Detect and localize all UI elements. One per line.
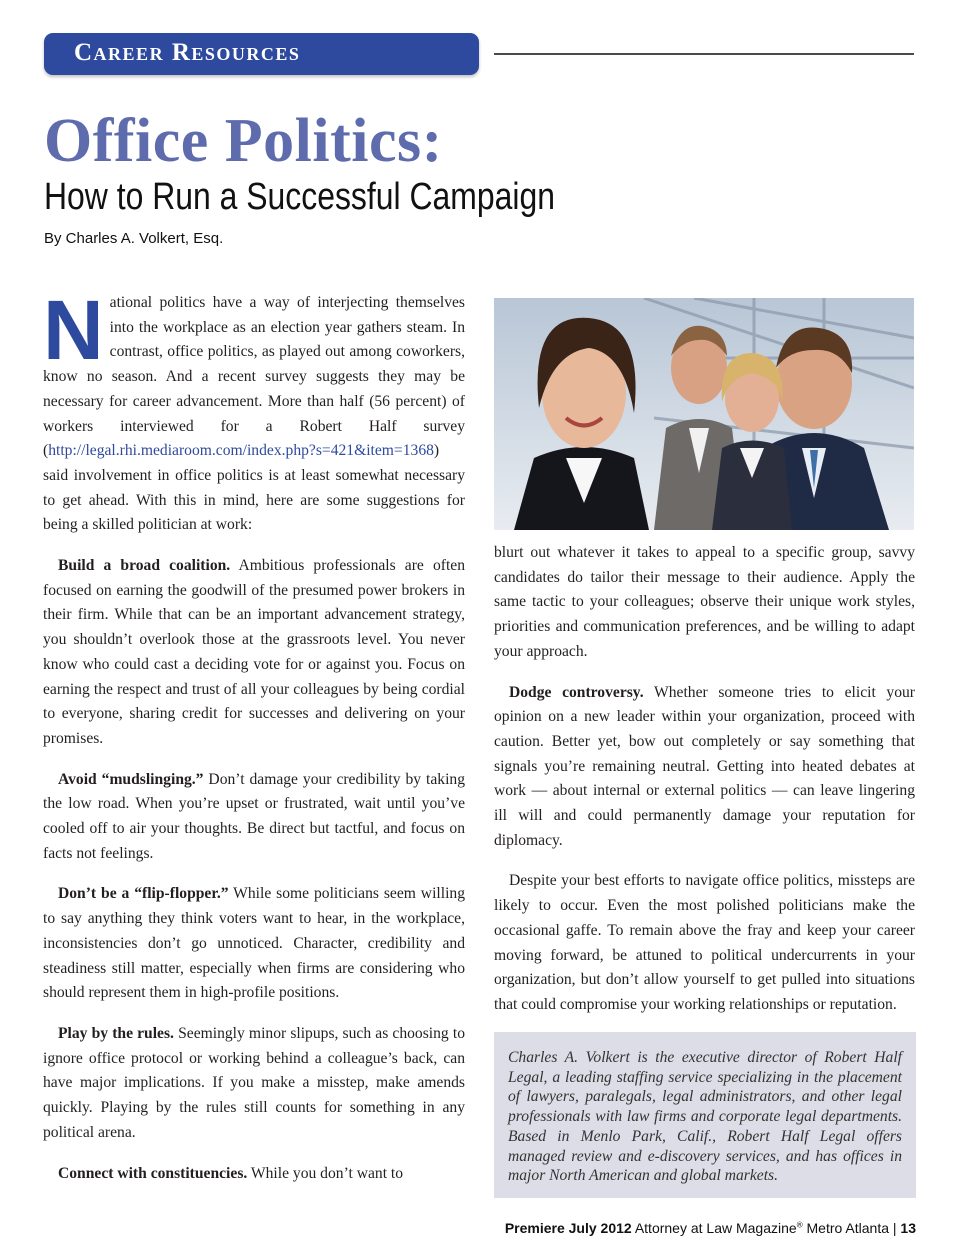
- business-team-illustration: [494, 298, 914, 530]
- header-rule: [494, 53, 914, 55]
- tip-paragraph: Build a broad coalition. Ambitious professionals are often focused on earning the goodwill of the presumed power brokers in their firm. While that can be an important advancement strategy, you shouldn’t overlook those at the grassroots level. You never know who could cast a deciding vote for or against you. Focus on earning the respect and trust of all your colleagues by being cordial to everyone, sharing credit for successes and delivering on your promises.: [43, 557, 465, 747]
- tip-paragraph: Dodge controversy. Whether someone tries to elicit your opinion on a new leader within your organization, proceed with caution. Better yet, bow out completely or say something that signals you’re remaining neutral. Getting into heated debates at work — about internal or external politics — can leave lingering ill will and could permanently damage your reputation for diplomacy.: [494, 683, 916, 849]
- survey-link[interactable]: http://legal.rhi.mediaroom.com/index.php?s=421&item=1368: [48, 442, 434, 460]
- tip-heading: Play by the rules.: [58, 1024, 174, 1042]
- section-label: Career Resources: [74, 39, 301, 66]
- article-subtitle: How to Run a Successful Campaign: [44, 176, 555, 218]
- tip-paragraph: Avoid “mudslinging.” Don’t damage your credibility by taking the low road. When you’re upset or frustrated, wait until you’ve cooled off to air your thoughts. Be direct but tactful, and focus on facts not feelings.: [43, 770, 465, 862]
- footer-publication: Attorney at Law Magazine: [631, 1220, 797, 1236]
- tip-heading: Build a broad coalition.: [58, 557, 231, 575]
- tip-heading: Dodge controversy.: [509, 683, 644, 701]
- author-bio-box: [494, 1032, 916, 1198]
- section-header-tab: [44, 33, 479, 75]
- intro-paragraph: National politics have a way of interjecting themselves into the workplace as an election year gathers steam. In contrast, office politics, as played out among coworkers, know no season. And a recent survey suggests they may be necessary for career advancement. More than half (56 percent) of workers interviewed for a Robert Half survey (http://legal.rhi.mediaroom.com/index.php?s=421&item=1368) said involvement in office politics is at least somewhat necessary to get ahead. With this in mind, here are some suggestions for being a skilled politician at work:: [43, 283, 465, 534]
- page-footer: [505, 1220, 916, 1236]
- page-number: 13: [900, 1220, 916, 1236]
- author-bio: Charles A. Volkert is the executive director of Robert Half Legal, a leading staffing service specializing in the placement of lawyers, paralegals, legal administrators, and other legal professionals with law firms and corporate legal departments. Based in Menlo Park, Calif., Robert Half Legal offers managed review and e-discovery services, and has offices in major North American and global markets.: [508, 1049, 902, 1185]
- tip-heading: Don’t be a “flip-flopper.”: [58, 885, 229, 903]
- article-byline: By Charles A. Volkert, Esq.: [44, 230, 224, 247]
- closing-paragraph: Despite your best efforts to navigate office politics, missteps are likely to occur. Even the most polished politicians make the occasional gaffe. To remain above the fray and keep your career moving forward, be attuned to political undercurrents in your organization, but don’t allow yourself to get pulled into situations that could compromise your working relationships or reputation.: [494, 872, 915, 1013]
- tip-paragraph: Don’t be a “flip-flopper.” While some politicians seem willing to say anything they think voters want to hear, in the workplace, inconsistencies don’t go unnoticed. Character, credibility and steadiness still matter, especially when firms are considering who should represent them in high-profile positions.: [43, 885, 465, 1002]
- registered-mark: ®: [796, 1220, 803, 1230]
- continued-paragraph: blurt out whatever it takes to appeal to a specific group, savvy candidates do tailor their message to their audience. Apply the same tactic to your colleagues; observe their unique work styles, priorities and communication preferences, and be willing to adapt your approach.: [494, 544, 915, 660]
- footer-issue: Premiere July 2012: [504, 1220, 632, 1236]
- tip-heading: Connect with constituencies.: [58, 1164, 248, 1182]
- footer-separator: |: [889, 1220, 901, 1236]
- tip-heading: Avoid “mudslinging.”: [58, 770, 204, 788]
- footer-edition: Metro Atlanta: [802, 1220, 889, 1236]
- drop-cap: N: [43, 283, 104, 377]
- tip-paragraph: Play by the rules. Seemingly minor slipups, such as choosing to ignore office protocol or working behind a colleague’s back, can have major implications. If you make a misstep, make amends quickly. Playing by the rules still counts for something in any political arena.: [43, 1024, 465, 1141]
- article-title: Office Politics:: [44, 107, 443, 175]
- tip-paragraph: Connect with constituencies. While you don’t want to: [58, 1164, 404, 1182]
- left-column: [43, 283, 465, 1202]
- business-team-photo: [494, 298, 914, 530]
- right-column: [494, 541, 915, 1034]
